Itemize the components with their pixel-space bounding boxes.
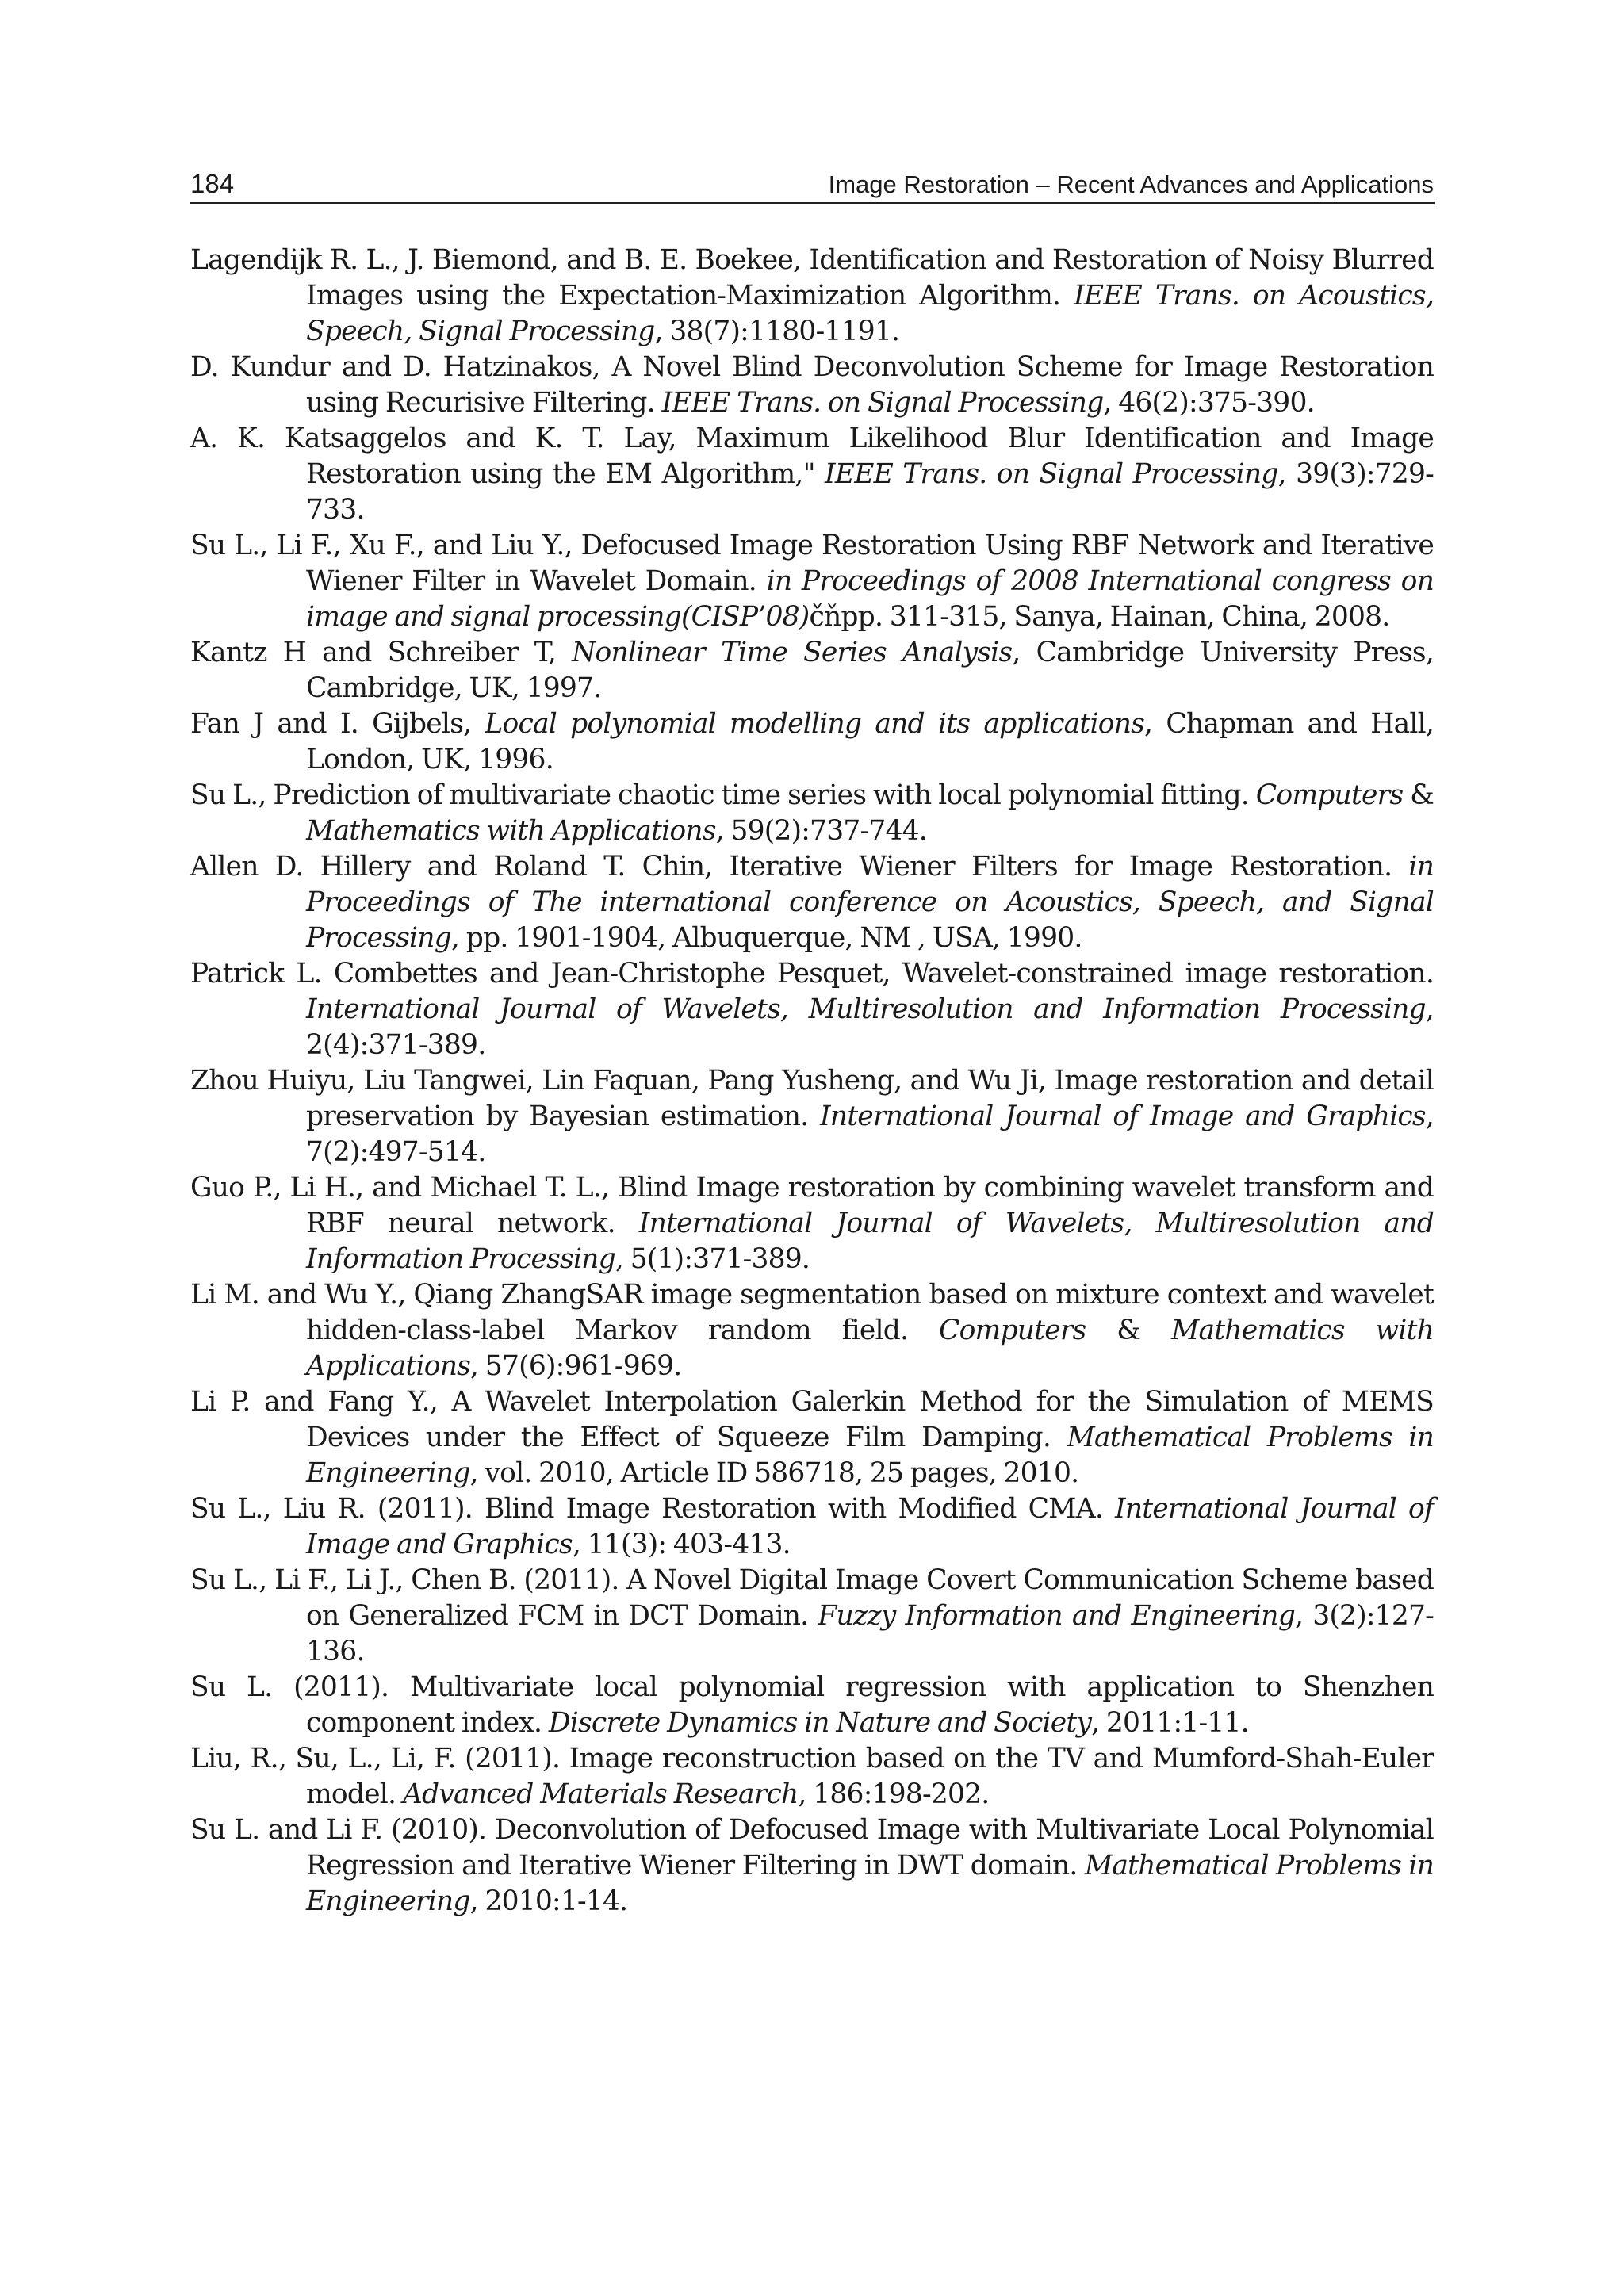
reference-entry: Su L., Li F., Xu F., and Liu Y., Defocused Image Restoration Using RBF Network and Iterative Wiener Filter in Wavelet Domain. in Proceedings of 2008 International congress on image and signal processing(CISP’08)čňpp. 311-315, Sanya, Hainan, China, 2008. [190,530,1434,633]
reference-list [190,243,1434,1920]
reference-entry: A. K. Katsaggelos and K. T. Lay, Maximum Likelihood Blur Identification and Image Restoration using the EM Algorithm," IEEE Trans. on Signal Processing, 39(3):729-733. [190,423,1434,526]
reference-entry: Zhou Huiyu, Liu Tangwei, Lin Faquan, Pang Yusheng, and Wu Ji, Image restoration and detail preservation by Bayesian estimation. International Journal of Image and Graphics, 7(2):497-514. [190,1065,1434,1168]
reference-entry: Su L. and Li F. (2010). Deconvolution of Defocused Image with Multivariate Local Polynomial Regression and Iterative Wiener Filtering in DWT domain. Mathematical Problems in Engineering, 2010:1-14. [190,1814,1434,1917]
reference-entry: Su L., Liu R. (2011). Blind Image Restoration with Modified CMA. International Journal of Image and Graphics, 11(3): 403-413. [190,1493,1434,1560]
reference-entry: Lagendijk R. L., J. Biemond, and B. E. Boekee, Identification and Restoration of Noisy Blurred Images using the Expectation-Maximization Algorithm. IEEE Trans. on Acoustics, Speech, Signal Processing, 38(7):1180-1191. [190,244,1434,347]
page-number: 184 [190,169,235,198]
reference-entry: Fan J and I. Gijbels, Local polynomial modelling and its applications, Chapman and Hall, London, UK, 1996. [190,708,1434,775]
reference-entry: Allen D. Hillery and Roland T. Chin, Iterative Wiener Filters for Image Restoration. in Proceedings of The international conference on Acoustics, Speech, and Signal Processing, pp. 1901-1904, Albuquerque, NM , USA, 1990. [190,851,1434,954]
reference-entry: Kantz H and Schreiber T, Nonlinear Time Series Analysis, Cambridge University Press, Cambridge, UK, 1997. [190,637,1434,704]
reference-entry: Patrick L. Combettes and Jean-Christophe Pesquet, Wavelet-constrained image restoration. International Journal of Wavelets, Multiresolution and Information Processing, 2(4):371-389. [190,958,1434,1061]
running-title: Image Restoration – Recent Advances and Applications [828,170,1434,198]
reference-entry: Liu, R., Su, L., Li, F. (2011). Image reconstruction based on the TV and Mumford-Shah-Euler model. Advanced Materials Research, 186:198-202. [190,1743,1434,1810]
reference-entry: Su L. (2011). Multivariate local polynomial regression with application to Shenzhen component index. Discrete Dynamics in Nature and Society, 2011:1-11. [190,1671,1434,1739]
page-header [190,163,1435,204]
reference-entry: Li P. and Fang Y., A Wavelet Interpolation Galerkin Method for the Simulation of MEMS Devices under the Effect of Squeeze Film Damping. Mathematical Problems in Engineering, vol. 2010, Article ID 586718, 25 pages, 2010. [190,1386,1434,1489]
reference-entry: Su L., Prediction of multivariate chaotic time series with local polynomial fitting. Computers & Mathematics with Applications, 59(2):737-744. [190,779,1434,847]
reference-entry: Guo P., Li H., and Michael T. L., Blind Image restoration by combining wavelet transform and RBF neural network. International Journal of Wavelets, Multiresolution and Information Processing, 5(1):371-389. [190,1172,1434,1275]
reference-entry: D. Kundur and D. Hatzinakos, A Novel Blind Deconvolution Scheme for Image Restoration using Recurisive Filtering. IEEE Trans. on Signal Processing, 46(2):375-390. [190,351,1434,419]
reference-entry: Su L., Li F., Li J., Chen B. (2011). A Novel Digital Image Covert Communication Scheme based on Generalized FCM in DCT Domain. Fuzzy Information and Engineering, 3(2):127-136. [190,1564,1434,1667]
reference-entry: Li M. and Wu Y., Qiang ZhangSAR image segmentation based on mixture context and wavelet hidden-class-label Markov random field. Computers & Mathematics with Applications, 57(6):961-969. [190,1279,1434,1382]
